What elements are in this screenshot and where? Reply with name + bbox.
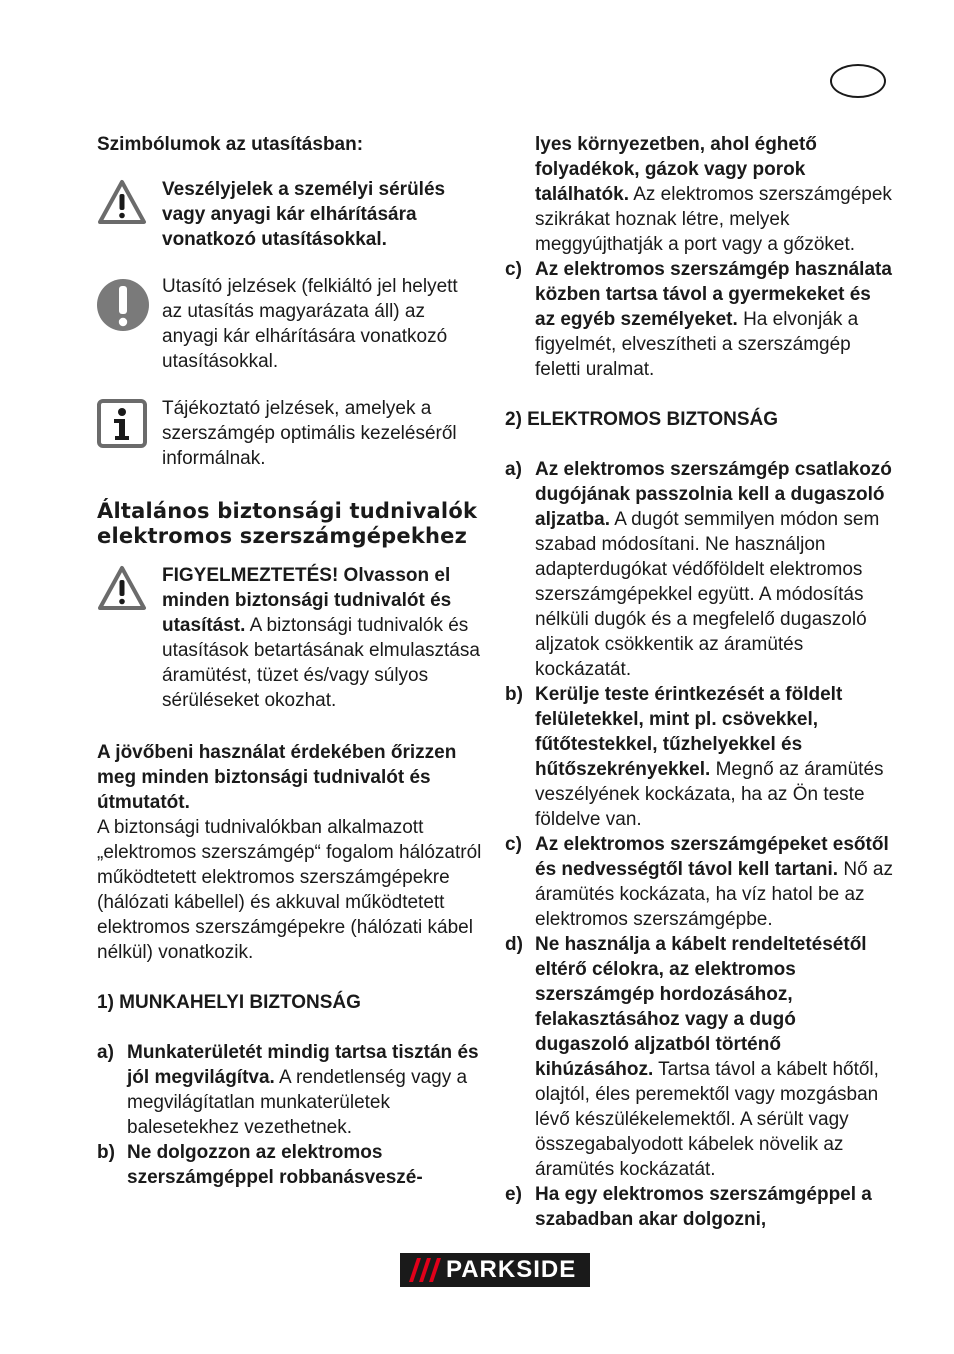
list-normal-text: Megnő az áramütés veszélyének kockázata, ha az Ön teste földelve van.: [535, 759, 884, 830]
list-normal-text: Ha elvonják a figyelmét, elveszítheti a szerszámgép feletti uralmat.: [535, 309, 859, 380]
list-body: [535, 457, 895, 682]
symbol-row-info: [97, 396, 482, 471]
warning-triangle-icon: [97, 179, 151, 232]
list-bold-text: Munkaterületét mindig tartsa tisztán és jól megvilágítva.: [127, 1042, 479, 1088]
list-bold-text: Ha egy elektromos szerszámgéppel a szabadban akar dolgozni,: [535, 1184, 872, 1230]
parkside-logo: [400, 1253, 590, 1287]
continuation-bold: lyes környezetben, ahol éghető folyadékok, gázok vagy porok találhatók.: [535, 134, 817, 205]
list-item: [505, 257, 895, 382]
info-icon: [97, 398, 151, 457]
brand-name: PARKSIDE: [446, 1256, 577, 1283]
list-body: [535, 832, 895, 932]
exclamation-circle-icon: [97, 276, 151, 341]
list-body: [535, 257, 895, 382]
list-label: a): [97, 1042, 114, 1063]
list-body: [535, 932, 895, 1182]
language-badge: [830, 64, 886, 98]
list-label: c): [505, 834, 522, 855]
list-bold-text: Ne dolgozzon az elektromos szerszámgéppel robbanásveszé-: [127, 1142, 423, 1188]
list-label: e): [505, 1184, 522, 1205]
list-label: b): [505, 684, 523, 705]
symbol-text-warning: Veszélyjelek a személyi sérülés vagy anyagi kár elhárítására vonatkozó utasításokkal.: [162, 179, 446, 250]
list-bold-text: Az elektromos szerszámgép csatlakozó dugójának passzolnia kell a dugaszoló aljzatba.: [535, 459, 892, 530]
workplace-safety-heading: 1) MUNKAHELYI BIZTONSÁG: [97, 992, 361, 1013]
list-label: a): [505, 459, 522, 480]
left-column: [97, 132, 482, 1190]
list-bold-text: Ne használja a kábelt rendeltetésétől eltérő célokra, az elektromos szerszámgép hordozásához, felakasztásához vagy a dugó dugaszoló aljzatból történő kihúzásához.: [535, 934, 867, 1080]
continuation-normal: Az elektromos szerszámgépek szikrákat hoznak létre, melyek meggyújthatják a port vagy a gőzöket.: [535, 184, 892, 255]
list-bold-text: Kerülje teste érintkezését a földelt felületekkel, mint pl. csövekkel, fűtőtestekkel, tűzhelyekkel és hűtőszekrényekkel.: [535, 684, 843, 780]
list-item: [505, 682, 895, 832]
list-body: [127, 1140, 482, 1190]
list-label: b): [97, 1142, 115, 1163]
list-bold-text: Az elektromos szerszámgépeket esőtől és nedvességtől távol kell tartani.: [535, 834, 889, 880]
general-warning-normal: A biztonsági tudnivalók és utasítások betartásának elmulasztása áramütést, tüzet és/vagy súlyos sérüléseket okozhat.: [162, 615, 480, 711]
symbol-text-instruction: Utasító jelzések (felkiáltó jel helyett az utasítás magyarázata áll) az anyagi kár elhárítására vonatkozó utasításokkal.: [162, 276, 458, 372]
symbol-row-warning: [97, 177, 482, 252]
list-item: [505, 457, 895, 682]
list-item: [505, 832, 895, 932]
logo-stripes-icon: [400, 1253, 446, 1287]
section-title: Általános biztonsági tudnivalók elektromos szerszámgépekhez: [97, 499, 478, 548]
warning-triangle-icon: [97, 565, 151, 618]
list-item: [505, 1182, 895, 1232]
symbol-row-instruction: [97, 274, 482, 374]
symbols-heading: Szimbólumok az utasításban:: [97, 134, 364, 155]
list-item: [97, 1040, 482, 1140]
electrical-safety-heading: 2) ELEKTROMOS BIZTONSÁG: [505, 409, 779, 430]
right-column: [505, 132, 895, 1232]
list-bold-text: Az elektromos szerszámgép használata közben tartsa távol a gyermekeket és az egyéb személyeket.: [535, 259, 892, 330]
continuation-text: [505, 132, 895, 257]
list-label: c): [505, 259, 522, 280]
list-item: [505, 932, 895, 1182]
list-label: d): [505, 934, 523, 955]
symbol-text-info: Tájékoztató jelzések, amelyek a szerszámgép optimális kezeléséről informálnak.: [162, 398, 457, 469]
list-normal-text: Nő az áramütés kockázata, ha víz hatol be az elektromos szerszámgépbe.: [535, 859, 893, 930]
keep-instructions-heading: A jövőbeni használat érdekében őrizzen meg minden biztonsági tudnivalót és útmutatót.: [97, 742, 457, 813]
list-normal-text: Tartsa távol a kábelt hőtől, olajtól, éles peremektől vagy mozgásban lévő készülékelemektől. A sérült vagy összegabalyodott kábelek növelik az áramütés kockázatát.: [535, 1059, 879, 1180]
general-warning-bold: FIGYELMEZTETÉS! Olvasson el minden biztonsági tudnivalót és utasítást.: [162, 565, 452, 636]
keep-instructions-text: A biztonsági tudnivalókban alkalmazott „elektromos szerszámgép“ fogalom hálózatról működtetett elektromos szerszámgépekre (hálózati kábellel) és akkuval működtetett elektromos szerszámgépekre (hálózati kábel nélkül) vonatkozik.: [97, 817, 482, 963]
list-item: [97, 1140, 482, 1190]
list-body: [535, 1182, 895, 1232]
list-body: [127, 1040, 482, 1140]
list-body: [535, 682, 895, 832]
list-normal-text: A rendetlenség vagy a megvilágítatlan munkaterületek balesetekhez vezethetnek.: [127, 1067, 468, 1138]
general-warning-row: [97, 563, 482, 713]
general-warning-text: [162, 563, 482, 713]
list-normal-text: A dugót semmilyen módon sem szabad módosítani. Ne használjon adapterdugókat védőföldelt elektromos szerszámgépekkel együtt. A módosítás nélküli dugók és a megfelelő dugaszoló aljzatok csökkentik az áramütés kockázatát.: [535, 509, 880, 680]
